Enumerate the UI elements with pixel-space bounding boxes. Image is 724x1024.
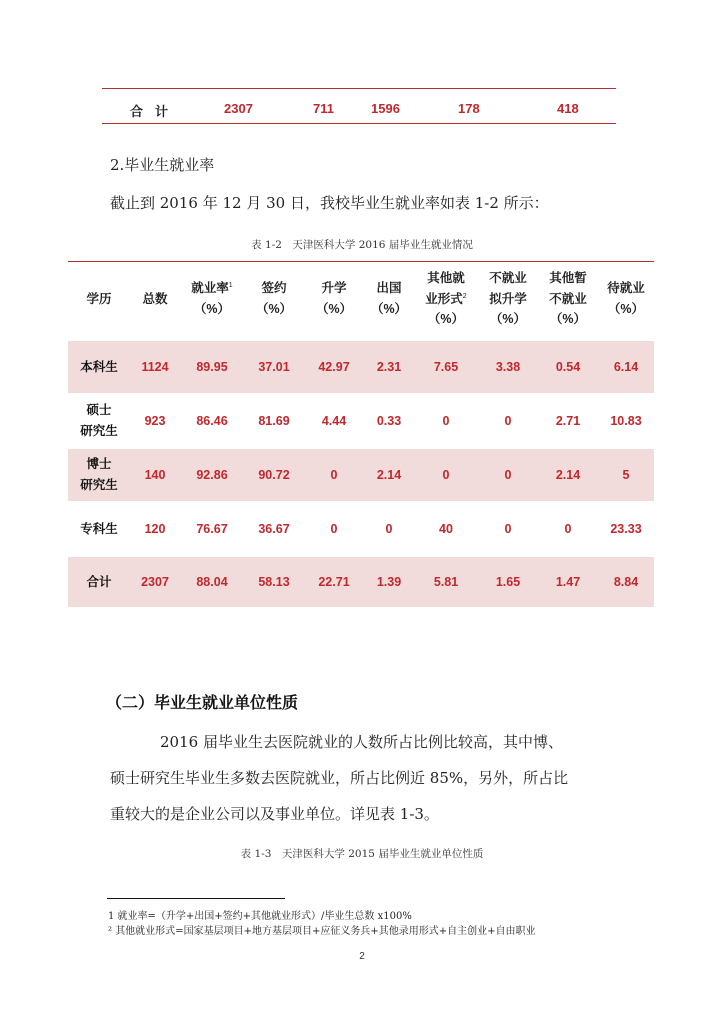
total-value: 178 — [458, 101, 480, 116]
table-row: 硕士 研究生 923 86.46 81.69 4.44 0.33 0 0 2.71 10.83 — [80, 403, 642, 438]
footnote-1: 1 就业率=（升学+出国+签约+其他就业形式）/毕业生总数 x100% — [108, 911, 412, 922]
subheading-employment-rate: 2.毕业生就业率 — [110, 156, 215, 174]
total-value: 418 — [557, 101, 579, 116]
table-header-row — [68, 262, 654, 336]
footnote-2: ² 其他就业形式=国家基层项目+地方基层项目+应征义务兵+其他录用形式+自主创业+自由职业 — [108, 926, 536, 937]
table-row-total: 合计 2307 88.04 58.13 22.71 1.39 5.81 1.65 1.47 8.84 — [68, 557, 654, 607]
header-other-employment: 其他就 业形式$^2$ （%） — [425, 271, 467, 327]
header-further-study: 升学 （%） — [315, 281, 353, 316]
table-caption: 表 1-2 天津医科大学 2016 届毕业生就业情况 — [251, 239, 473, 251]
table-caption: 表 1-3 天津医科大学 2015 届毕业生就业单位性质 — [240, 848, 484, 860]
table-1-1-total-row — [102, 88, 616, 124]
total-label: 合计 — [130, 104, 181, 119]
header-waiting: 待就业 （%） — [607, 281, 645, 316]
header-not-employed-further-study: 不就业 拟升学 （%） — [489, 271, 527, 327]
total-value: 711 — [313, 101, 334, 116]
table-row: 博士 研究生 140 92.86 90.72 0 2.14 0 0 2.14 5 — [68, 449, 654, 501]
header-contract: 签约 （%） — [255, 281, 293, 316]
header-temporarily-not-employed: 其他暂 不就业 （%） — [549, 271, 587, 327]
intro-sentence: 截止到 2016 年 12 月 30 日，我校毕业生就业率如表 1-2 所示： — [110, 194, 549, 212]
section-title: （二）毕业生就业单位性质 — [106, 693, 299, 712]
footnote-divider — [107, 898, 285, 899]
total-value: 2307 — [224, 101, 253, 116]
employment-table — [68, 261, 654, 607]
table-row: 本科生 1124 89.95 37.01 42.97 2.31 7.65 3.38 0.54 6.14 — [68, 341, 654, 393]
table-row: 专科生 120 76.67 36.67 0 0 40 0 0 23.33 — [80, 521, 642, 536]
header-employment-rate: 就业率$^1$ （%） — [191, 281, 233, 316]
header-edu: 学历 — [86, 291, 112, 306]
header-total: 总数 — [142, 291, 168, 306]
header-abroad: 出国 （%） — [370, 281, 408, 316]
paragraph-line: 2016 届毕业生去医院就业的人数所占比例比较高，其中博、 — [160, 733, 563, 751]
paragraph-line: 硕士研究生毕业生多数去医院就业，所占比例近 85%，另外，所占比 — [110, 769, 569, 787]
paragraph-line: 重较大的是企业公司以及事业单位。详见表 1-3。 — [110, 805, 439, 823]
total-value: 1596 — [371, 101, 400, 116]
page-number: 2 — [359, 951, 365, 962]
